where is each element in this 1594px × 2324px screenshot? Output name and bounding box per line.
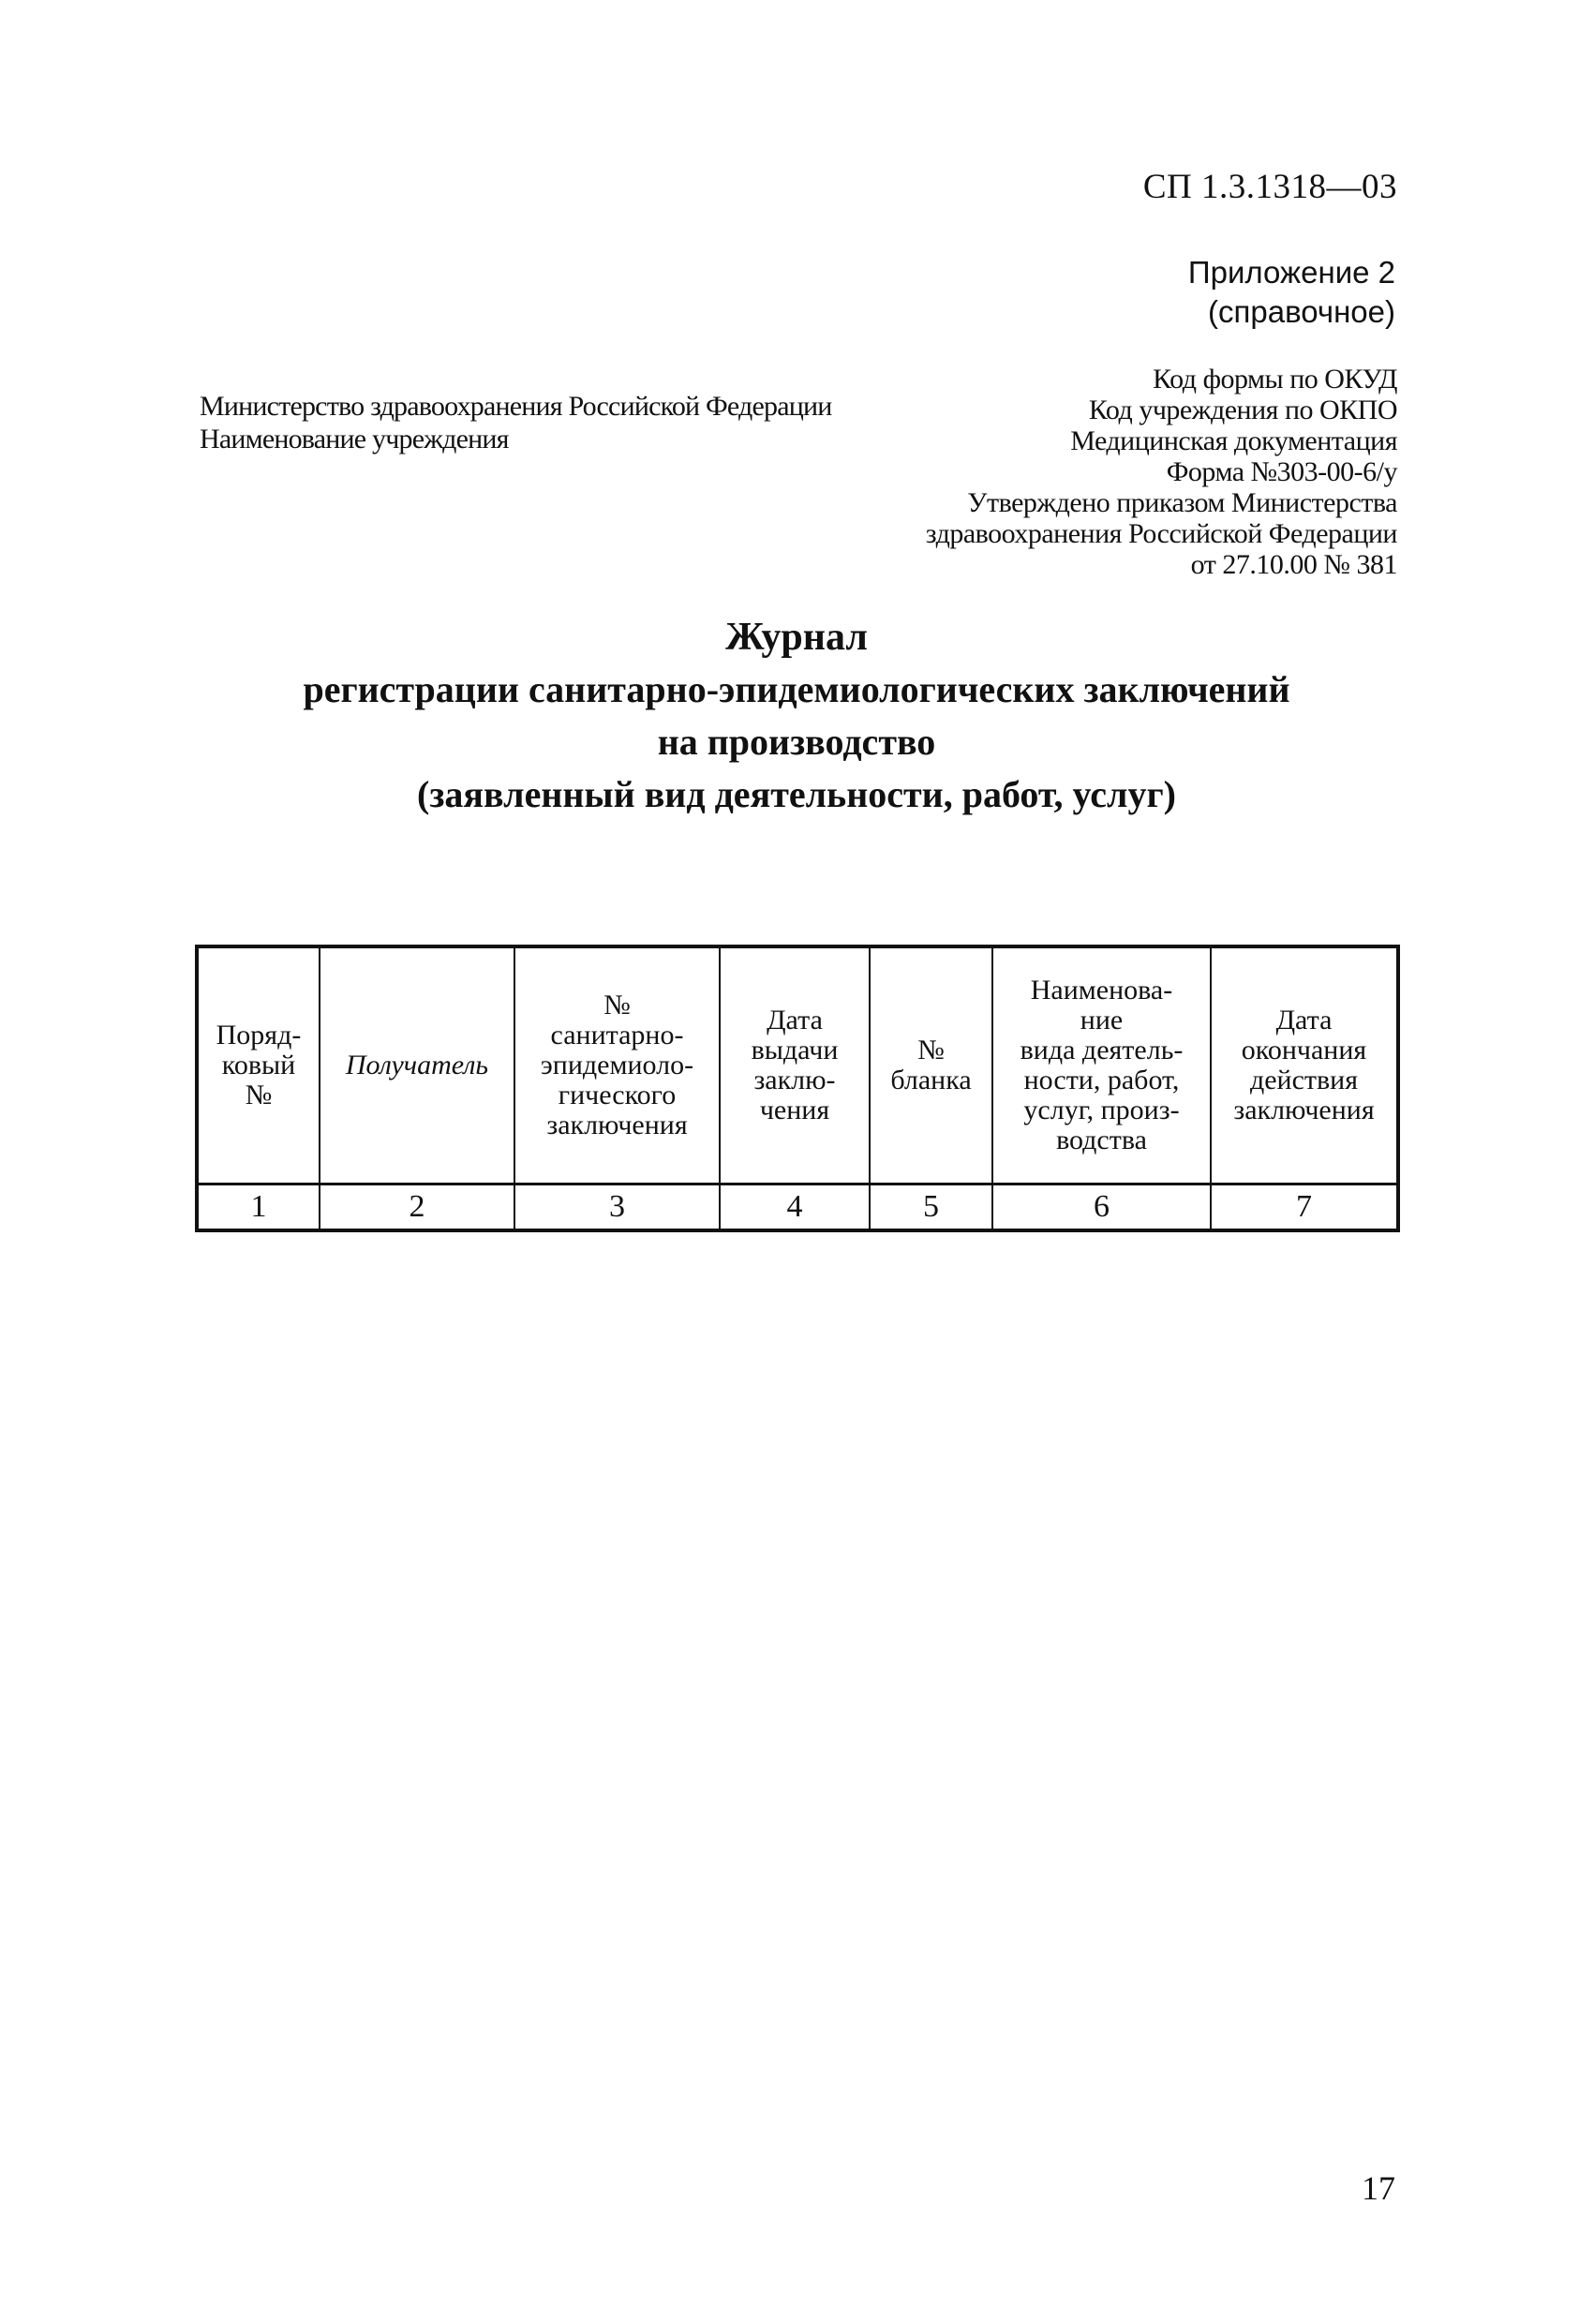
appendix-number: Приложение 2 <box>1187 255 1395 290</box>
table-header-row <box>197 946 1398 1184</box>
column-header-issue-date: Дата выдачи заклю- чения <box>720 946 870 1184</box>
column-header-order: Поряд- ковый № <box>197 946 320 1184</box>
column-number: 6 <box>992 1184 1211 1231</box>
ministry-name: Министерство здравоохранения Российской Федерации <box>200 391 832 422</box>
appendix-label <box>1188 253 1395 332</box>
title-line-2: регистрации санитарно-эпидемиологических заключений <box>303 668 1290 710</box>
column-number: 4 <box>720 1184 870 1231</box>
journal-title <box>187 611 1406 821</box>
column-number: 1 <box>197 1184 320 1231</box>
column-header-recipient: Получатель <box>320 946 514 1184</box>
column-header-activity: Наименова- ние вида деятель- ности, работ, услуг, произ- водства <box>992 946 1211 1184</box>
institution-name: Наименование учреждения <box>200 424 509 454</box>
appendix-type: (справочное) <box>1208 294 1395 329</box>
journal-table <box>195 945 1400 1232</box>
column-number: 7 <box>1211 1184 1398 1231</box>
form-requisites <box>926 364 1397 580</box>
document-code: СП 1.3.1318—03 <box>1142 168 1397 206</box>
column-number: 3 <box>514 1184 720 1231</box>
page-number: 17 <box>1362 2169 1395 2207</box>
column-header-expiry-date: Дата окончания действия заключения <box>1211 946 1398 1184</box>
form-number: Форма №303-00-6/у <box>1166 456 1397 487</box>
medical-documentation-label: Медицинская документация <box>1070 425 1397 456</box>
column-number-row <box>197 1184 1398 1231</box>
approval-order: от 27.10.00 № 381 <box>1190 549 1397 580</box>
ministry-block <box>200 390 832 455</box>
column-number: 2 <box>320 1184 514 1231</box>
column-number: 5 <box>870 1184 992 1231</box>
title-line-1: Журнал <box>725 616 868 659</box>
approval-ministry: здравоохранения Российской Федерации <box>925 518 1397 549</box>
title-line-4: (заявленный вид деятельности, работ, услуг) <box>417 773 1176 815</box>
okpo-code-label: Код учреждения по ОКПО <box>1088 395 1397 425</box>
approval-line: Утверждено приказом Министерства <box>967 487 1397 518</box>
okud-code-label: Код формы по ОКУД <box>1153 364 1397 395</box>
column-header-conclusion-number: № санитарно- эпидемиоло- гического заключения <box>514 946 720 1184</box>
title-line-3: на производство <box>657 721 936 763</box>
column-header-form-number: № бланка <box>870 946 992 1184</box>
